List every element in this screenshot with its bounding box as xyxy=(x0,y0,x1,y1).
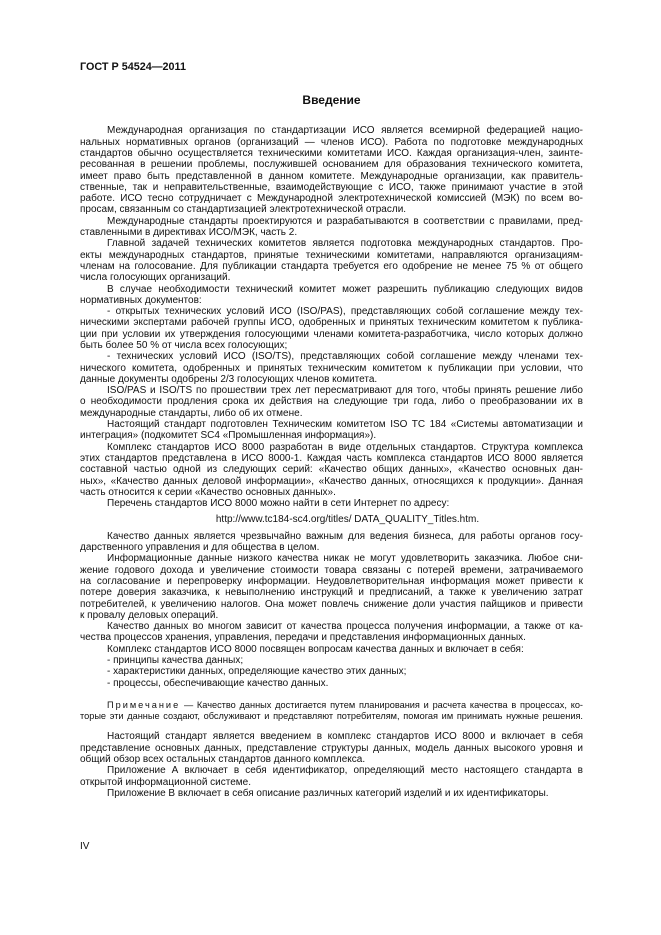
paragraph xyxy=(80,419,583,442)
paragraph xyxy=(80,284,583,307)
text-line: Качество данных во многом зависит от качества процесса получения информации, а также от ка- xyxy=(107,621,583,633)
text-line: Перечень стандартов ИСО 8000 можно найти в сети Интернет по адресу: xyxy=(107,498,450,510)
text-line: Приложение В включает в себя описание различных категорий изделий и их идентификаторы. xyxy=(107,787,549,799)
text-line: Качество данных является чрезвычайно важным для ведения бизнеса, для работы органов госу- xyxy=(107,530,583,542)
text-line: общий обзор всех остальных стандартов данного комплекса. xyxy=(80,753,366,765)
paragraph xyxy=(80,306,583,351)
list-item: - принципы качества данных; xyxy=(107,655,244,666)
text-line: В случае необходимости технический комитет может разрешить публикацию следующих видов xyxy=(107,283,583,295)
text-line: Международная организация по стандартизации ИСО является всемирной федерацией нацио- xyxy=(107,125,583,137)
document-code: ГОСТ Р 54524—2011 xyxy=(80,61,186,73)
text-line: ническими экспертами рабочей группы ИСО, одобренных и принятых техническим комитетом к публика- xyxy=(80,317,583,329)
page-number: IV xyxy=(80,841,90,852)
text-line: нальных нормативных органов (организаций — членов ИСО). Работа по подготовке международных xyxy=(80,136,583,148)
url-line: http://www.tc184-sc4.org/titles/ DATA_QUALITY_Titles.htm. xyxy=(215,514,480,526)
text-line: имеет право быть представленной в данном комитете. Международные организации, как правитель- xyxy=(80,170,583,182)
paragraph xyxy=(80,621,583,644)
text-line: числа голосующих организаций. xyxy=(80,272,231,284)
paragraph xyxy=(80,788,583,799)
text-line: Настоящий стандарт подготовлен Техническим комитетом ISO TC 184 «Системы автоматизации и xyxy=(107,419,583,431)
list-item: - процессы, обеспечивающие качество данных. xyxy=(107,677,329,689)
text-line: потере доверия заказчика, к невыполнению инструкций и предписаний, а также к увеличению затрат xyxy=(80,587,583,599)
text-line: ISO/PAS и ISO/TS по прошествии трех лет пересматривают для того, чтобы принять решение либо xyxy=(107,385,583,397)
text-line: Приложение А включает в себя идентификатор, определяющий место настоящего стандарта в xyxy=(107,765,583,777)
text-line: ресованная в решении проблемы, послужившей основанием для образования технического комитета, xyxy=(80,159,583,171)
text-line: дарственного управления и для общества в целом. xyxy=(80,542,320,554)
text-line: ции при условии их утверждения голосующими членами комитета-разработчика, число которых должно xyxy=(80,328,583,340)
text-line: представление основных данных, представление структуры данных, модель данных высокого уровня и xyxy=(80,742,583,754)
paragraph xyxy=(80,385,583,419)
paragraph xyxy=(80,216,583,239)
text-line: ставленными в директивах ИСО/МЭК, часть 2. xyxy=(80,227,298,239)
text-line: Комплекс стандартов ИСО 8000 посвящен вопросам качества данных и включает в себя: xyxy=(107,643,524,655)
bullet-list xyxy=(80,655,583,689)
paragraph xyxy=(80,238,583,283)
note xyxy=(80,700,583,722)
text-line: этих стандартов представлена в ИСО 8000-1. Каждая часть комплекса стандартов ИСО 8000 является xyxy=(80,452,583,464)
text-line: составной частью одной из следующих серий: «Качество общих данных», «Качество основных дан- xyxy=(80,464,583,476)
text-line: Главной задачей технических комитетов является подготовка международных стандартов. Про- xyxy=(107,238,583,250)
list-item: - характеристики данных, определяющие качество этих данных; xyxy=(107,666,407,678)
paragraph xyxy=(80,644,583,655)
text-line: екты международных стандартов, принятые техническими комитетами, направляются организациям- xyxy=(80,249,583,261)
text-line: ственные, так и неправительственные, взаимодействующие с ИСО, также принимают участие в этой xyxy=(80,181,583,193)
text-line: Международные стандарты проектируются и разрабатываются в соответствии с правилами, пред- xyxy=(107,215,583,227)
text-line: Настоящий стандарт является введением в комплекс стандартов ИСО 8000 и включает в себя xyxy=(107,731,583,743)
note-line: торые эти данные создают, обслуживают и представляют потребителям, помогая им принимать нужные решения. xyxy=(80,711,583,722)
note-label: Примечание xyxy=(107,700,181,711)
text-line: - технических условий ИСО (ISO/TS), представляющих собой соглашение между членами тех- xyxy=(107,351,583,363)
text-line: стандартов обычно осуществляется техническими комитетами ИСО. Каждая организация-член, заинте- xyxy=(80,147,583,159)
text-line: потребителей, к увеличению налогов. Она может повлечь снижение доли участия пайщиков и привести xyxy=(80,598,583,610)
text-line: о необходимости продления срока их действия на следующие три года, либо о преобразовании их в xyxy=(80,396,583,408)
text-line: Информационные данные низкого качества никак не могут удовлетворить заказчика. Любое сни- xyxy=(107,553,583,565)
text-line: часть относится к серии «Качество основных данных». xyxy=(80,486,336,498)
text-line: - открытых технических условий ИСО (ISO/PAS), представляющих собой соглашение между тех- xyxy=(107,306,583,318)
paragraph xyxy=(80,531,583,554)
text-line: нического комитета, одобренных и принятых техническим комитетом к публикации при условии, что xyxy=(80,362,583,374)
text-line: Комплекс стандартов ИСО 8000 разработан в виде отдельных стандартов. Структура комплекса xyxy=(107,441,583,453)
text-line: интеграция» (подкомитет SC4 «Промышленная информация»). xyxy=(80,430,377,442)
text-line: нормативных документов: xyxy=(80,294,202,306)
paragraph xyxy=(80,125,583,215)
text-line: данные документы одобрены 2/3 голосующих членов комитета. xyxy=(80,373,378,385)
paragraph xyxy=(80,731,583,765)
text-line: чества процессов хранения, управления, передачи и представления информационных данных. xyxy=(80,632,526,644)
text-line: ных», «Качество данных деловой информации», «Качество данных, относящихся к продукции». Данная xyxy=(80,475,583,487)
paragraph xyxy=(80,553,583,621)
text-line: работе. ИСО тесно сотрудничает с Международной электротехнической комиссией (МЭК) по всем во- xyxy=(80,193,583,205)
document-body xyxy=(80,125,583,799)
paragraph xyxy=(80,351,583,385)
text-line: просам, связанным со стандартизацией электротехнической отрасли. xyxy=(80,204,407,216)
text-line: к провалу деловых операций. xyxy=(80,609,219,621)
section-title: Введение xyxy=(302,93,361,107)
text-line: членам на голосование. Для публикации стандарта требуется его одобрение не менее 75 % от общего xyxy=(80,260,583,272)
text-line: на согласование и перепроверку информации. Неудовлетворительная информация может привести к xyxy=(80,575,583,587)
text-line: открытой информационной системе. xyxy=(80,776,252,788)
paragraph xyxy=(80,765,583,788)
note-text: — Качество данных достигается путем планирования и расчета качества в процессах, ко- xyxy=(180,700,583,711)
paragraph xyxy=(80,442,583,498)
text-line: международные стандарты, либо об их отмене. xyxy=(80,407,303,419)
text-line: быть более 50 % от числа всех голосующих; xyxy=(80,339,288,351)
text-line: жение годового дохода и увеличение стоимости товара связаны с потерей времени, затрачиваемого xyxy=(80,564,583,576)
paragraph xyxy=(80,498,583,509)
note-line xyxy=(80,700,583,711)
